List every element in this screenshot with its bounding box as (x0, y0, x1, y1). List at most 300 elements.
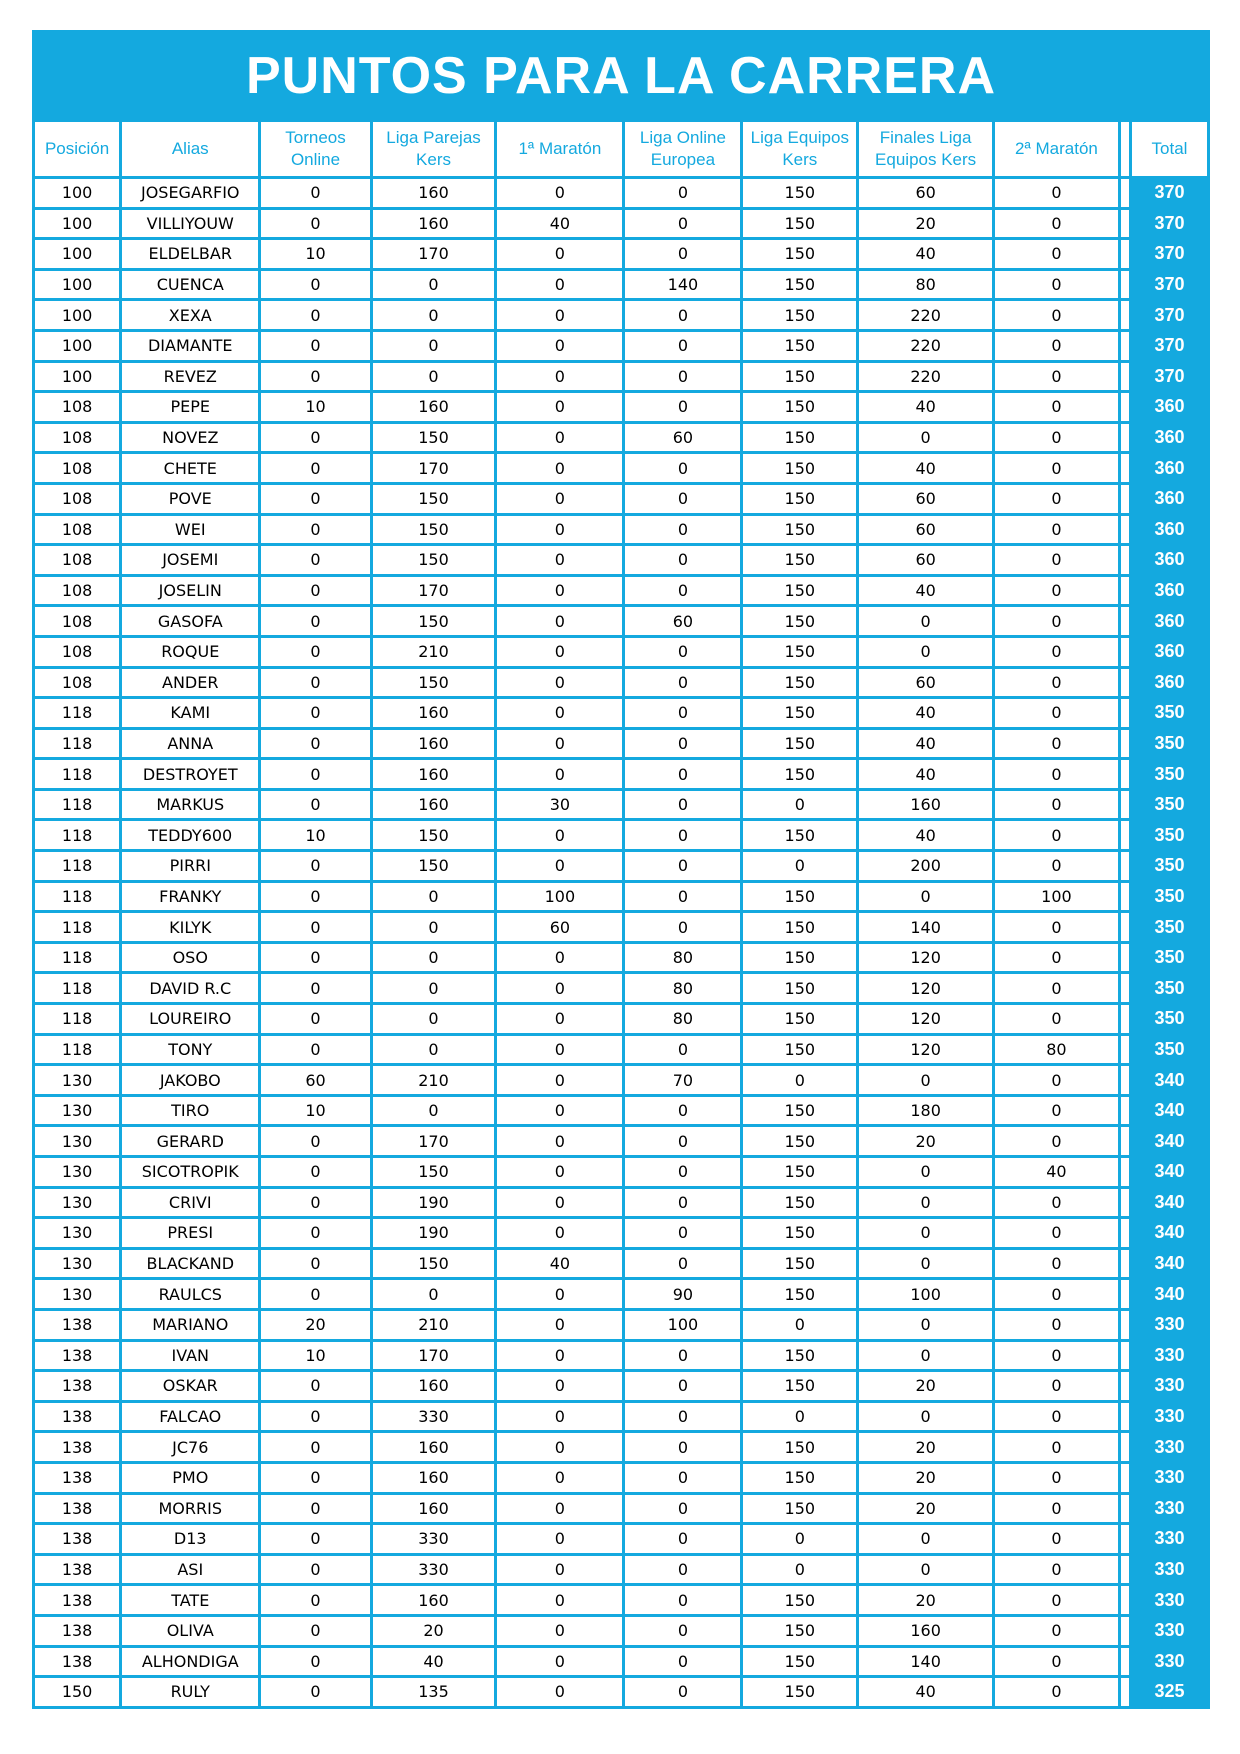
cell-alias: PMO (122, 1464, 261, 1495)
cell-torneos-online: 0 (261, 852, 372, 883)
table-row (32, 1525, 1210, 1556)
cell-finales-liga: 0 (859, 1066, 995, 1097)
cell-liga-parejas: 150 (373, 852, 498, 883)
table-row (32, 1433, 1210, 1464)
cell-alias: NOVEZ (122, 424, 261, 455)
cell-gap (1121, 1066, 1132, 1097)
cell-liga-parejas: 160 (373, 791, 498, 822)
cell-finales-liga: 40 (859, 393, 995, 424)
cell-liga-parejas: 150 (373, 1250, 498, 1281)
cell-liga-equipos: 0 (743, 1525, 859, 1556)
cell-maraton-2: 0 (995, 1556, 1121, 1587)
cell-gap (1121, 1433, 1132, 1464)
cell-gap (1121, 760, 1132, 791)
cell-liga-online: 60 (625, 424, 743, 455)
cell-liga-parejas: 20 (373, 1617, 498, 1648)
cell-torneos-online: 0 (261, 730, 372, 761)
cell-alias: SICOTROPIK (122, 1158, 261, 1189)
points-table (32, 122, 1210, 1709)
cell-liga-online: 0 (625, 454, 743, 485)
cell-maraton-1: 0 (497, 1617, 625, 1648)
cell-maraton-1: 0 (497, 1678, 625, 1709)
cell-finales-liga: 120 (859, 1036, 995, 1067)
cell-total: 330 (1132, 1372, 1210, 1403)
cell-liga-equipos: 150 (743, 179, 859, 210)
cell-liga-online: 0 (625, 577, 743, 608)
cell-gap (1121, 944, 1132, 975)
table-row (32, 1219, 1210, 1250)
cell-liga-online: 80 (625, 1005, 743, 1036)
cell-posicion: 118 (32, 1005, 122, 1036)
cell-total: 360 (1132, 669, 1210, 700)
cell-total: 330 (1132, 1342, 1210, 1373)
cell-total: 340 (1132, 1097, 1210, 1128)
cell-alias: TEDDY600 (122, 821, 261, 852)
table-row (32, 332, 1210, 363)
cell-maraton-1: 0 (497, 1525, 625, 1556)
cell-liga-parejas: 330 (373, 1525, 498, 1556)
cell-liga-parejas: 150 (373, 821, 498, 852)
cell-posicion: 118 (32, 699, 122, 730)
cell-total: 340 (1132, 1250, 1210, 1281)
cell-liga-parejas: 170 (373, 577, 498, 608)
cell-liga-online: 0 (625, 1586, 743, 1617)
cell-finales-liga: 0 (859, 1556, 995, 1587)
cell-maraton-1: 40 (497, 1250, 625, 1281)
table-row (32, 1556, 1210, 1587)
cell-liga-equipos: 150 (743, 393, 859, 424)
cell-posicion: 118 (32, 852, 122, 883)
cell-liga-parejas: 160 (373, 1464, 498, 1495)
cell-liga-parejas: 0 (373, 1280, 498, 1311)
cell-torneos-online: 10 (261, 1342, 372, 1373)
cell-maraton-2: 0 (995, 301, 1121, 332)
table-row (32, 1066, 1210, 1097)
cell-posicion: 118 (32, 760, 122, 791)
cell-gap (1121, 669, 1132, 700)
cell-alias: FALCAO (122, 1403, 261, 1434)
cell-liga-parejas: 150 (373, 424, 498, 455)
cell-posicion: 130 (32, 1250, 122, 1281)
cell-torneos-online: 10 (261, 393, 372, 424)
cell-total: 340 (1132, 1219, 1210, 1250)
cell-maraton-2: 0 (995, 1403, 1121, 1434)
cell-maraton-1: 0 (497, 1005, 625, 1036)
cell-finales-liga: 0 (859, 1219, 995, 1250)
cell-torneos-online: 0 (261, 1250, 372, 1281)
cell-torneos-online: 0 (261, 1036, 372, 1067)
cell-maraton-2: 0 (995, 791, 1121, 822)
cell-posicion: 118 (32, 913, 122, 944)
cell-torneos-online: 0 (261, 485, 372, 516)
cell-torneos-online: 0 (261, 1005, 372, 1036)
cell-finales-liga: 0 (859, 607, 995, 638)
cell-maraton-1: 0 (497, 332, 625, 363)
cell-maraton-1: 0 (497, 974, 625, 1005)
cell-alias: MARKUS (122, 791, 261, 822)
cell-liga-parejas: 160 (373, 210, 498, 241)
cell-torneos-online: 60 (261, 1066, 372, 1097)
header-posicion: Posición (32, 122, 122, 179)
cell-maraton-1: 0 (497, 1648, 625, 1679)
cell-maraton-2: 0 (995, 1311, 1121, 1342)
cell-total: 370 (1132, 271, 1210, 302)
cell-liga-equipos: 150 (743, 974, 859, 1005)
table-row (32, 1464, 1210, 1495)
cell-liga-online: 0 (625, 301, 743, 332)
cell-alias: MARIANO (122, 1311, 261, 1342)
cell-finales-liga: 40 (859, 454, 995, 485)
cell-torneos-online: 0 (261, 974, 372, 1005)
cell-gap (1121, 1189, 1132, 1220)
cell-posicion: 108 (32, 424, 122, 455)
cell-maraton-1: 0 (497, 1219, 625, 1250)
cell-alias: PEPE (122, 393, 261, 424)
cell-finales-liga: 40 (859, 760, 995, 791)
cell-liga-equipos: 0 (743, 852, 859, 883)
table-body (32, 179, 1210, 1709)
cell-finales-liga: 0 (859, 1311, 995, 1342)
table-row (32, 1158, 1210, 1189)
cell-total: 360 (1132, 638, 1210, 669)
cell-alias: JAKOBO (122, 1066, 261, 1097)
cell-maraton-2: 0 (995, 1342, 1121, 1373)
page-title: PUNTOS PARA LA CARRERA (32, 30, 1210, 122)
cell-maraton-2: 0 (995, 913, 1121, 944)
cell-gap (1121, 577, 1132, 608)
cell-finales-liga: 140 (859, 1648, 995, 1679)
cell-liga-equipos: 150 (743, 1464, 859, 1495)
cell-liga-online: 0 (625, 791, 743, 822)
cell-torneos-online: 0 (261, 1189, 372, 1220)
cell-liga-equipos: 150 (743, 1433, 859, 1464)
standings-sheet (32, 30, 1210, 1709)
cell-total: 350 (1132, 852, 1210, 883)
table-row (32, 821, 1210, 852)
cell-liga-equipos: 0 (743, 1556, 859, 1587)
cell-maraton-2: 0 (995, 454, 1121, 485)
cell-maraton-1: 0 (497, 393, 625, 424)
cell-liga-equipos: 150 (743, 210, 859, 241)
cell-liga-equipos: 150 (743, 1495, 859, 1526)
table-row (32, 883, 1210, 914)
cell-alias: JOSEGARFIO (122, 179, 261, 210)
cell-torneos-online: 0 (261, 1433, 372, 1464)
cell-total: 350 (1132, 944, 1210, 975)
cell-torneos-online: 0 (261, 1648, 372, 1679)
cell-posicion: 130 (32, 1066, 122, 1097)
cell-maraton-1: 0 (497, 607, 625, 638)
cell-total: 350 (1132, 1005, 1210, 1036)
cell-posicion: 100 (32, 240, 122, 271)
cell-liga-online: 0 (625, 393, 743, 424)
table-row (32, 454, 1210, 485)
cell-torneos-online: 0 (261, 577, 372, 608)
table-row (32, 393, 1210, 424)
table-row (32, 1280, 1210, 1311)
cell-gap (1121, 638, 1132, 669)
cell-maraton-2: 0 (995, 1525, 1121, 1556)
cell-total: 330 (1132, 1433, 1210, 1464)
cell-liga-parejas: 190 (373, 1219, 498, 1250)
cell-torneos-online: 0 (261, 301, 372, 332)
cell-liga-online: 0 (625, 546, 743, 577)
cell-total: 330 (1132, 1556, 1210, 1587)
cell-alias: KAMI (122, 699, 261, 730)
cell-liga-online: 100 (625, 1311, 743, 1342)
cell-liga-parejas: 150 (373, 546, 498, 577)
table-row (32, 546, 1210, 577)
cell-maraton-1: 0 (497, 1403, 625, 1434)
cell-gap (1121, 1525, 1132, 1556)
cell-alias: ASI (122, 1556, 261, 1587)
cell-finales-liga: 140 (859, 913, 995, 944)
cell-posicion: 150 (32, 1678, 122, 1709)
cell-posicion: 108 (32, 638, 122, 669)
cell-liga-equipos: 150 (743, 883, 859, 914)
cell-gap (1121, 393, 1132, 424)
cell-liga-online: 0 (625, 699, 743, 730)
table-row (32, 577, 1210, 608)
cell-liga-parejas: 0 (373, 913, 498, 944)
cell-maraton-1: 0 (497, 1556, 625, 1587)
cell-finales-liga: 60 (859, 669, 995, 700)
cell-posicion: 100 (32, 210, 122, 241)
cell-maraton-2: 0 (995, 1280, 1121, 1311)
cell-liga-online: 80 (625, 944, 743, 975)
cell-posicion: 130 (32, 1189, 122, 1220)
cell-liga-online: 80 (625, 974, 743, 1005)
cell-total: 360 (1132, 393, 1210, 424)
cell-liga-parejas: 160 (373, 179, 498, 210)
table-row (32, 485, 1210, 516)
cell-alias: CUENCA (122, 271, 261, 302)
cell-gap (1121, 1311, 1132, 1342)
header-maraton-1: 1ª Maratón (497, 122, 625, 179)
cell-total: 370 (1132, 301, 1210, 332)
cell-torneos-online: 10 (261, 821, 372, 852)
cell-total: 360 (1132, 424, 1210, 455)
cell-liga-equipos: 150 (743, 607, 859, 638)
cell-alias: OLIVA (122, 1617, 261, 1648)
cell-maraton-1: 0 (497, 944, 625, 975)
cell-liga-equipos: 150 (743, 1586, 859, 1617)
cell-liga-parejas: 210 (373, 638, 498, 669)
cell-posicion: 108 (32, 669, 122, 700)
cell-gap (1121, 699, 1132, 730)
cell-gap (1121, 516, 1132, 547)
table-row (32, 669, 1210, 700)
cell-liga-parejas: 190 (373, 1189, 498, 1220)
cell-maraton-2: 0 (995, 1219, 1121, 1250)
cell-maraton-2: 0 (995, 730, 1121, 761)
cell-liga-parejas: 0 (373, 271, 498, 302)
cell-alias: DIAMANTE (122, 332, 261, 363)
cell-liga-online: 0 (625, 1158, 743, 1189)
cell-maraton-1: 0 (497, 1342, 625, 1373)
cell-liga-online: 0 (625, 485, 743, 516)
header-row (32, 122, 1210, 179)
cell-torneos-online: 0 (261, 1127, 372, 1158)
cell-total: 330 (1132, 1648, 1210, 1679)
cell-posicion: 138 (32, 1617, 122, 1648)
cell-torneos-online: 0 (261, 1525, 372, 1556)
cell-liga-parejas: 0 (373, 363, 498, 394)
cell-gap (1121, 1005, 1132, 1036)
cell-liga-parejas: 0 (373, 1036, 498, 1067)
cell-gap (1121, 454, 1132, 485)
cell-torneos-online: 0 (261, 760, 372, 791)
cell-posicion: 108 (32, 607, 122, 638)
cell-torneos-online: 0 (261, 179, 372, 210)
cell-posicion: 138 (32, 1495, 122, 1526)
cell-maraton-1: 0 (497, 1495, 625, 1526)
cell-liga-equipos: 150 (743, 913, 859, 944)
cell-alias: LOUREIRO (122, 1005, 261, 1036)
cell-maraton-2: 0 (995, 516, 1121, 547)
cell-liga-equipos: 150 (743, 730, 859, 761)
cell-gap (1121, 271, 1132, 302)
cell-torneos-online: 0 (261, 1280, 372, 1311)
cell-gap (1121, 791, 1132, 822)
cell-finales-liga: 100 (859, 1280, 995, 1311)
cell-liga-equipos: 150 (743, 1617, 859, 1648)
cell-finales-liga: 60 (859, 546, 995, 577)
table-row (32, 791, 1210, 822)
table-row (32, 301, 1210, 332)
cell-alias: TONY (122, 1036, 261, 1067)
cell-total: 350 (1132, 730, 1210, 761)
cell-total: 340 (1132, 1158, 1210, 1189)
cell-torneos-online: 0 (261, 791, 372, 822)
cell-posicion: 108 (32, 516, 122, 547)
cell-liga-parejas: 150 (373, 607, 498, 638)
cell-torneos-online: 0 (261, 1556, 372, 1587)
cell-liga-parejas: 170 (373, 454, 498, 485)
cell-finales-liga: 40 (859, 577, 995, 608)
cell-gap (1121, 1403, 1132, 1434)
cell-maraton-1: 0 (497, 730, 625, 761)
cell-maraton-1: 0 (497, 577, 625, 608)
cell-finales-liga: 20 (859, 1464, 995, 1495)
cell-gap (1121, 1372, 1132, 1403)
cell-liga-online: 60 (625, 607, 743, 638)
cell-finales-liga: 20 (859, 210, 995, 241)
cell-gap (1121, 1280, 1132, 1311)
table-row (32, 944, 1210, 975)
cell-liga-online: 0 (625, 821, 743, 852)
cell-maraton-2: 80 (995, 1036, 1121, 1067)
cell-torneos-online: 0 (261, 883, 372, 914)
cell-maraton-1: 0 (497, 1158, 625, 1189)
cell-liga-online: 0 (625, 1678, 743, 1709)
cell-torneos-online: 10 (261, 240, 372, 271)
cell-torneos-online: 0 (261, 1464, 372, 1495)
cell-torneos-online: 20 (261, 1311, 372, 1342)
cell-alias: WEI (122, 516, 261, 547)
cell-torneos-online: 0 (261, 669, 372, 700)
cell-finales-liga: 0 (859, 1189, 995, 1220)
cell-alias: PIRRI (122, 852, 261, 883)
cell-total: 350 (1132, 1036, 1210, 1067)
cell-posicion: 138 (32, 1648, 122, 1679)
cell-alias: RULY (122, 1678, 261, 1709)
cell-total: 350 (1132, 913, 1210, 944)
table-row (32, 1097, 1210, 1128)
cell-alias: REVEZ (122, 363, 261, 394)
cell-torneos-online: 0 (261, 210, 372, 241)
table-row (32, 1648, 1210, 1679)
table-row (32, 760, 1210, 791)
header-gap (1121, 122, 1132, 179)
cell-liga-online: 0 (625, 852, 743, 883)
cell-liga-equipos: 150 (743, 332, 859, 363)
cell-liga-parejas: 170 (373, 240, 498, 271)
cell-total: 340 (1132, 1066, 1210, 1097)
cell-total: 350 (1132, 760, 1210, 791)
header-liga-equipos: Liga Equipos Kers (743, 122, 859, 179)
cell-total: 350 (1132, 974, 1210, 1005)
table-row (32, 1342, 1210, 1373)
cell-liga-parejas: 160 (373, 393, 498, 424)
cell-maraton-2: 0 (995, 424, 1121, 455)
cell-maraton-1: 0 (497, 1127, 625, 1158)
cell-liga-online: 0 (625, 1403, 743, 1434)
cell-total: 370 (1132, 363, 1210, 394)
cell-maraton-1: 0 (497, 852, 625, 883)
cell-posicion: 108 (32, 546, 122, 577)
cell-liga-online: 0 (625, 730, 743, 761)
cell-liga-online: 0 (625, 332, 743, 363)
cell-posicion: 118 (32, 944, 122, 975)
cell-maraton-2: 0 (995, 240, 1121, 271)
cell-liga-equipos: 150 (743, 301, 859, 332)
cell-posicion: 108 (32, 577, 122, 608)
table-row (32, 1005, 1210, 1036)
cell-alias: DAVID R.C (122, 974, 261, 1005)
cell-gap (1121, 607, 1132, 638)
cell-torneos-online: 0 (261, 699, 372, 730)
cell-liga-online: 0 (625, 1189, 743, 1220)
cell-liga-equipos: 150 (743, 577, 859, 608)
cell-maraton-2: 0 (995, 607, 1121, 638)
cell-finales-liga: 0 (859, 1158, 995, 1189)
table-row (32, 1617, 1210, 1648)
cell-liga-online: 0 (625, 1372, 743, 1403)
cell-maraton-2: 0 (995, 332, 1121, 363)
cell-liga-online: 0 (625, 179, 743, 210)
cell-finales-liga: 20 (859, 1586, 995, 1617)
cell-maraton-2: 0 (995, 1372, 1121, 1403)
cell-torneos-online: 0 (261, 1403, 372, 1434)
table-row (32, 1678, 1210, 1709)
cell-total: 330 (1132, 1586, 1210, 1617)
cell-gap (1121, 1648, 1132, 1679)
cell-alias: D13 (122, 1525, 261, 1556)
cell-maraton-1: 0 (497, 1311, 625, 1342)
cell-liga-equipos: 150 (743, 1372, 859, 1403)
cell-liga-parejas: 330 (373, 1403, 498, 1434)
cell-maraton-2: 0 (995, 393, 1121, 424)
cell-liga-equipos: 0 (743, 791, 859, 822)
cell-total: 330 (1132, 1464, 1210, 1495)
cell-liga-online: 0 (625, 760, 743, 791)
cell-alias: TATE (122, 1586, 261, 1617)
cell-maraton-1: 0 (497, 271, 625, 302)
table-row (32, 1189, 1210, 1220)
cell-total: 360 (1132, 607, 1210, 638)
cell-alias: ALHONDIGA (122, 1648, 261, 1679)
